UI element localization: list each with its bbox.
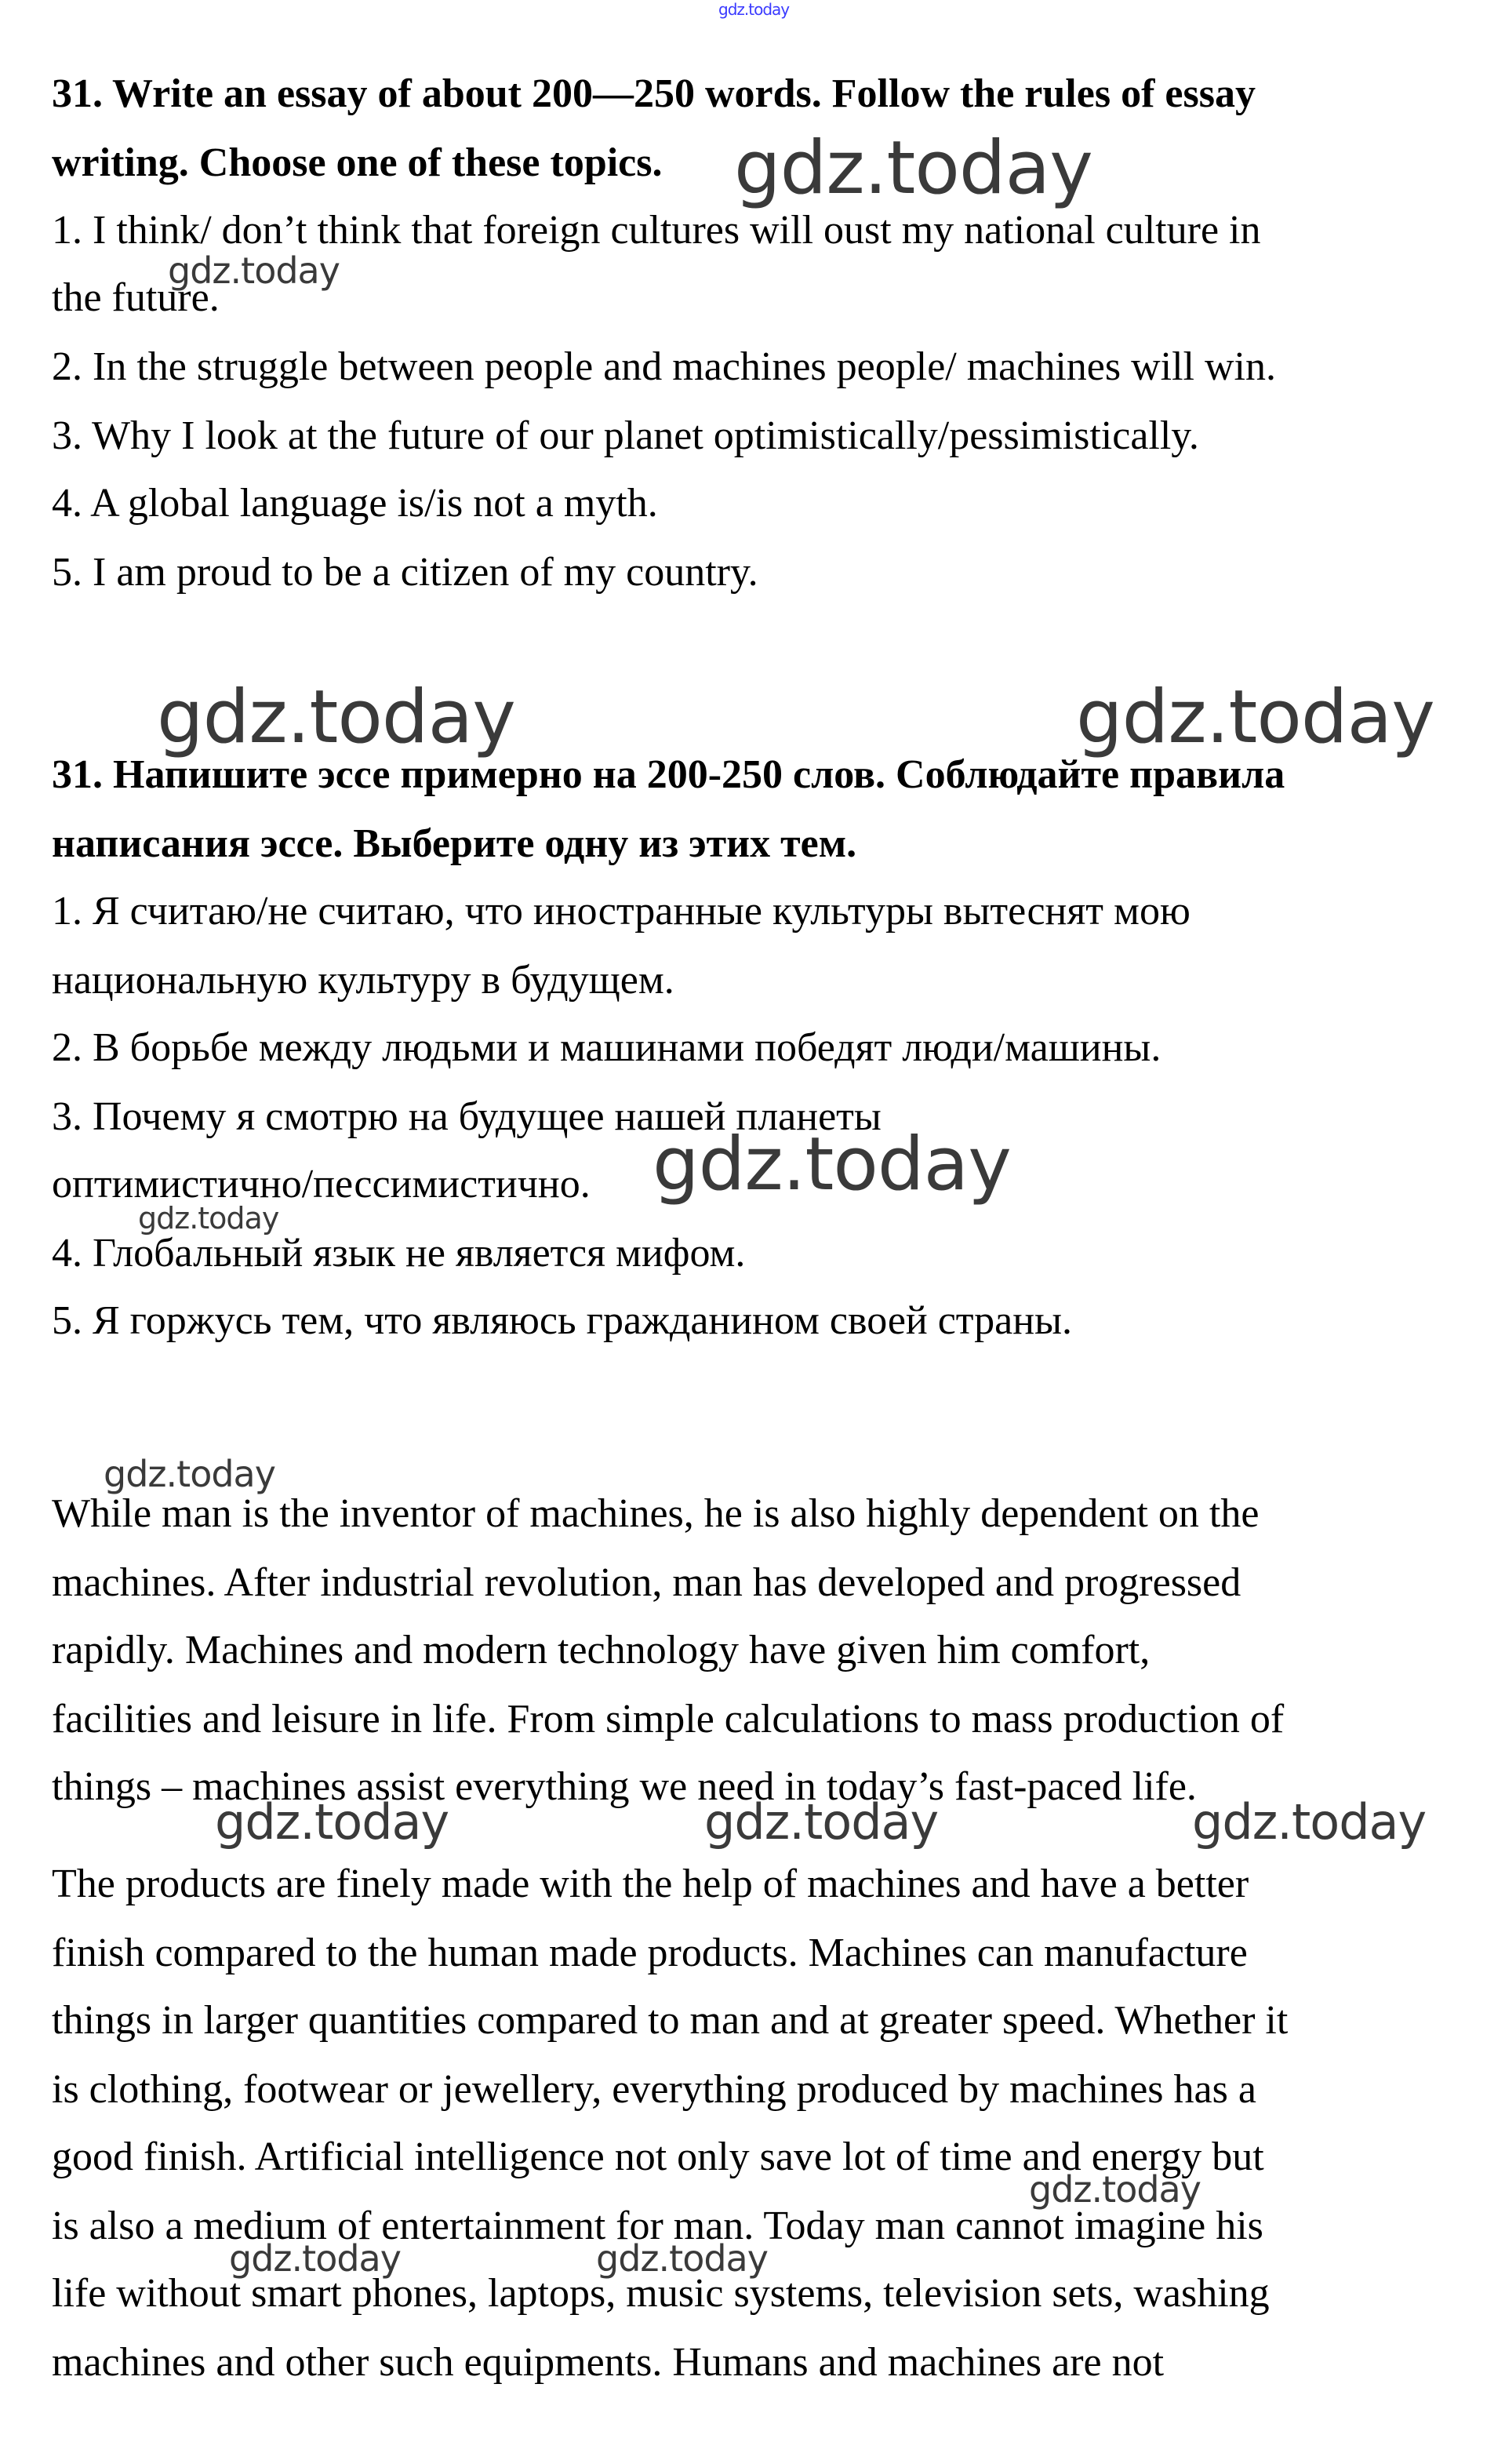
watermark: gdz.today — [1029, 2168, 1201, 2211]
topic-line-ru: 3. Почему я смотрю на будущее нашей планеты — [52, 1094, 882, 1139]
essay-line: things – machines assist everything we need in today’s fast-paced life. — [52, 1764, 1197, 1809]
essay-line: machines and other such equipments. Humans and machines are not — [52, 2340, 1165, 2385]
watermark: gdz.today — [215, 1793, 449, 1851]
topic-line: 2. In the struggle between people and machines people/ machines will win. — [52, 344, 1276, 389]
topic-line-ru: 5. Я горжусь тем, что являюсь гражданином своей страны. — [52, 1298, 1073, 1343]
essay-line: machines. After industrial revolution, man has developed and progressed — [52, 1560, 1241, 1605]
watermark: gdz.today — [168, 249, 340, 292]
watermark: gdz.today — [104, 1453, 275, 1495]
essay-line: rapidly. Machines and modern technology have given him comfort, — [52, 1628, 1151, 1672]
essay-line: finish compared to the human made products. Machines can manufacture — [52, 1931, 1248, 1975]
essay-line: things in larger quantities compared to man and at greater speed. Whether it — [52, 1998, 1289, 2043]
topic-line-ru: 4. Глобальный язык не является мифом. — [52, 1231, 746, 1276]
topic-line: 3. Why I look at the future of our planet optimistically/pessimistically. — [52, 413, 1199, 458]
topic-line: 1. I think/ don’t think that foreign cultures will oust my national culture in — [52, 208, 1261, 253]
topic-line-ru: 2. В борьбе между людьми и машинами победят люди/машины. — [52, 1025, 1161, 1070]
essay-line: The products are finely made with the help of machines and have a better — [52, 1862, 1249, 1906]
watermark: gdz.today — [1076, 675, 1434, 760]
task-heading-line-ru: написания эссе. Выберите одну из этих тем. — [52, 821, 857, 866]
watermark: gdz.today — [1192, 1793, 1427, 1851]
watermark: gdz.today — [718, 0, 790, 19]
watermark: gdz.today — [229, 2237, 401, 2280]
essay-line: is clothing, footwear or jewellery, everything produced by machines has a — [52, 2067, 1256, 2112]
topic-line: 4. A global language is/is not a myth. — [52, 481, 658, 526]
essay-line: is also a medium of entertainment for man. Today man cannot imagine his — [52, 2204, 1263, 2248]
watermark: gdz.today — [734, 126, 1092, 211]
watermark: gdz.today — [704, 1793, 939, 1851]
topic-line-ru: 1. Я считаю/не считаю, что иностранные культуры вытеснят мою — [52, 889, 1191, 934]
topic-line-ru: национальную культуру в будущем. — [52, 958, 674, 1003]
essay-line: facilities and leisure in life. From simple calculations to mass production of — [52, 1697, 1285, 1742]
topic-line-ru: оптимистично/пессимистично. — [52, 1162, 591, 1207]
topic-line: the future. — [52, 275, 220, 320]
task-heading-line: writing. Choose one of these topics. — [52, 140, 663, 185]
essay-line: While man is the inventor of machines, he is also highly dependent on the — [52, 1491, 1260, 1536]
watermark: gdz.today — [157, 675, 515, 760]
topic-line: 5. I am proud to be a citizen of my country. — [52, 550, 758, 595]
watermark: gdz.today — [138, 1201, 279, 1236]
watermark: gdz.today — [653, 1122, 1011, 1207]
task-heading-line: 31. Write an essay of about 200—250 words. Follow the rules of essay — [52, 71, 1256, 116]
essay-line: good finish. Artificial intelligence not only save lot of time and energy but — [52, 2135, 1264, 2179]
essay-line: life without smart phones, laptops, music systems, television sets, washing — [52, 2271, 1270, 2316]
task-heading-line-ru: 31. Напишите эссе примерно на 200-250 слов. Соблюдайте правила — [52, 752, 1285, 797]
watermark: gdz.today — [596, 2237, 768, 2280]
